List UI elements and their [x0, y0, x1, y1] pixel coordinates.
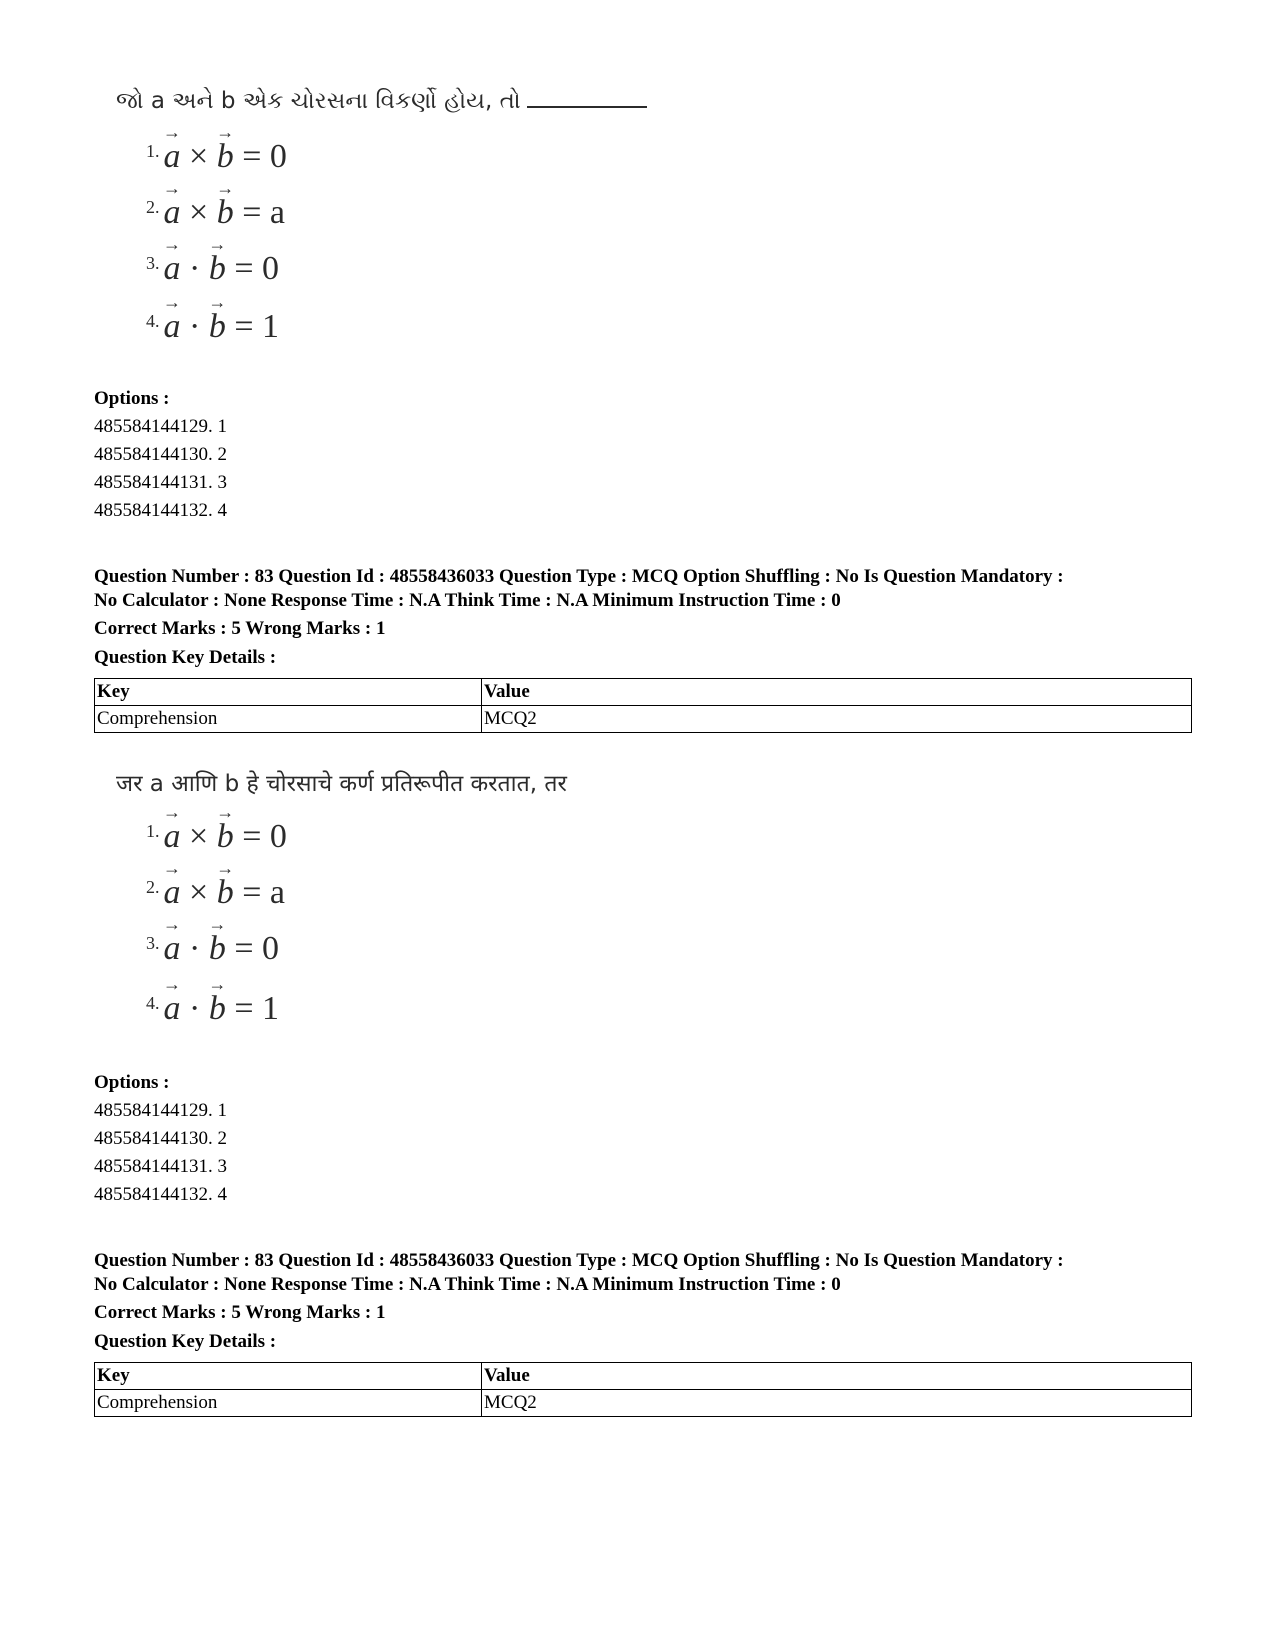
question-key-details-label: Question Key Details : [94, 1331, 277, 1352]
question-1-stem: જો a અને b એક ચોરસના વિકર્ણો હોય, તો [116, 88, 647, 114]
q2-formula-3: 3.→ a · → b = 0 [146, 930, 279, 968]
question-meta-line-1: Question Number : 83 Question Id : 48558436033 Question Type : MCQ Option Shuffling : No Is Question Mandatory : [94, 1250, 1064, 1271]
question-2-stem: जर a आणि b हे चोरसाचे कर्ण प्रतिरूपीत करतात, तर [116, 771, 567, 797]
q2-option-2: 485584144130. 2 [94, 1128, 227, 1149]
q1-option-3: 485584144131. 3 [94, 472, 227, 493]
question-marks: Correct Marks : 5 Wrong Marks : 1 [94, 618, 386, 639]
q1-options-label: Options : [94, 388, 170, 409]
table-cell-value: MCQ2 [482, 1390, 1192, 1417]
q2-option-1: 485584144129. 1 [94, 1100, 227, 1121]
q1-formula-2: 2.→ a × → b = a [146, 194, 285, 232]
table-cell-value: MCQ2 [482, 706, 1192, 733]
q2-formula-2: 2.→ a × → b = a [146, 874, 285, 912]
q1-formula-1: 1.→ a × → b = 0 [146, 138, 287, 176]
table-header-row [95, 1363, 1192, 1390]
answer-blank [527, 104, 647, 108]
table-cell-key: Comprehension [95, 1390, 482, 1417]
table-header-key: Key [95, 679, 482, 706]
table-header-value: Value [482, 1363, 1192, 1390]
q1-option-4: 485584144132. 4 [94, 500, 227, 521]
q2-formula-1: 1.→ a × → b = 0 [146, 818, 287, 856]
table-header-value: Value [482, 679, 1192, 706]
q2-option-3: 485584144131. 3 [94, 1156, 227, 1177]
q1-option-2: 485584144130. 2 [94, 444, 227, 465]
table-row [95, 706, 1192, 733]
question-key-details-label: Question Key Details : [94, 647, 277, 668]
q2-option-4: 485584144132. 4 [94, 1184, 227, 1205]
q1-formula-3: 3.→ a · → b = 0 [146, 250, 279, 288]
question-marks: Correct Marks : 5 Wrong Marks : 1 [94, 1302, 386, 1323]
table-cell-key: Comprehension [95, 706, 482, 733]
question-meta-line-1: Question Number : 83 Question Id : 48558436033 Question Type : MCQ Option Shuffling : No Is Question Mandatory : [94, 566, 1064, 587]
table-header-row [95, 679, 1192, 706]
table-header-key: Key [95, 1363, 482, 1390]
question-meta-line-2: No Calculator : None Response Time : N.A Think Time : N.A Minimum Instruction Time : 0 [94, 1274, 841, 1295]
table-row [95, 1390, 1192, 1417]
q2-options-label: Options : [94, 1072, 170, 1093]
question-key-table [94, 1362, 1192, 1417]
q1-formula-4: 4.→ a · → b = 1 [146, 308, 279, 346]
question-meta-line-2: No Calculator : None Response Time : N.A Think Time : N.A Minimum Instruction Time : 0 [94, 590, 841, 611]
question-key-table [94, 678, 1192, 733]
q2-formula-4: 4.→ a · → b = 1 [146, 990, 279, 1028]
q1-option-1: 485584144129. 1 [94, 416, 227, 437]
